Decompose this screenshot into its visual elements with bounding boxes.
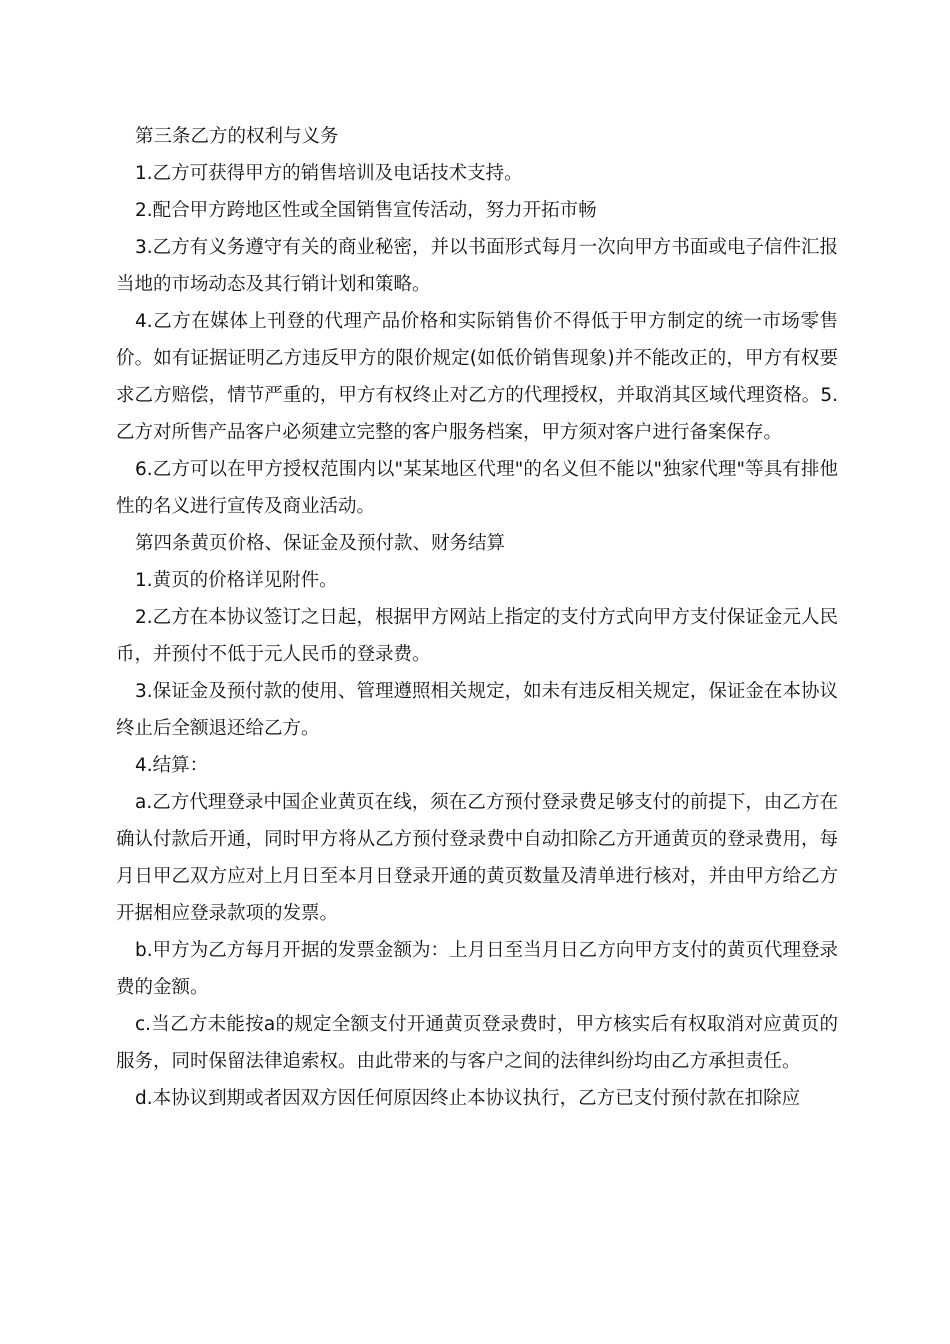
clause-4-3: 3.保证金及预付款的使用、管理遵照相关规定，如未有违反相关规定，保证金在本协议终止后全额退还给乙方。 — [116, 681, 838, 739]
clause-3-4: 4.乙方在媒体上刊登的代理产品价格和实际销售价不得低于甲方制定的统一市场零售价。如有证据证明乙方违反甲方的限价规定(如低价销售现象)并不能改正的，甲方有权要求乙方赔偿，情节严重的，甲方有权终止对乙方的代理授权，并取消其区域代理资格。5.乙方对所售产品客户必须建立完整的客户服务档案，甲方须对客户进行备案保存。 — [116, 311, 838, 443]
clause-4-4-c: c.当乙方未能按a的规定全额支付开通黄页登录费时，甲方核实后有权取消对应黄页的服务，同时保留法律追索权。由此带来的与客户之间的法律纠纷均由乙方承担责任。 — [116, 1014, 838, 1072]
clause-4-4-b: b.甲方为乙方每月开据的发票金额为：上月日至当月日乙方向甲方支付的黄页代理登录费的金额。 — [116, 940, 838, 998]
clause-3-3: 3.乙方有义务遵守有关的商业秘密，并以书面形式每月一次向甲方书面或电子信件汇报当地的市场动态及其行销计划和策略。 — [116, 237, 838, 295]
clause-3-1: 1.乙方可获得甲方的销售培训及电话技术支持。 — [135, 163, 523, 184]
clause-4-4: 4.结算： — [135, 755, 209, 776]
section-heading-article-4: 第四条黄页价格、保证金及预付款、财务结算 — [135, 533, 506, 554]
section-heading-article-3: 第三条乙方的权利与义务 — [135, 126, 339, 147]
document-body — [116, 118, 838, 1117]
clause-4-2: 2.乙方在本协议签订之日起，根据甲方网站上指定的支付方式向甲方支付保证金元人民币，并预付不低于元人民币的登录费。 — [116, 607, 838, 665]
clause-4-4-a: a.乙方代理登录中国企业黄页在线，须在乙方预付登录费足够支付的前提下，由乙方在确认付款后开通，同时甲方将从乙方预付登录费中自动扣除乙方开通黄页的登录费用，每月日甲乙双方应对上月日至本月日登录开通的黄页数量及清单进行核对，并由甲方给乙方开据相应登录款项的发票。 — [116, 792, 838, 924]
clause-3-2: 2.配合甲方跨地区性或全国销售宣传活动，努力开拓市畅 — [135, 200, 597, 221]
clause-4-4-d: d.本协议到期或者因双方因任何原因终止本协议执行，乙方已支付预付款在扣除应 — [135, 1088, 801, 1109]
clause-4-1: 1.黄页的价格详见附件。 — [135, 570, 338, 591]
clause-3-6: 6.乙方可以在甲方授权范围内以"某某地区代理"的名义但不能以"独家代理"等具有排他性的名义进行宣传及商业活动。 — [116, 459, 838, 517]
